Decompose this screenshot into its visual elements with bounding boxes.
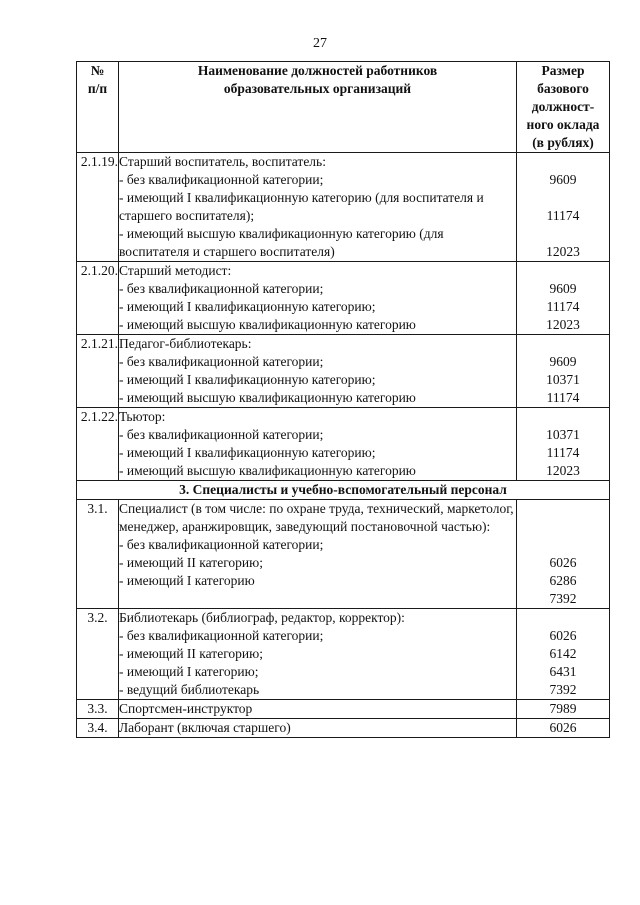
- row-values: [517, 700, 610, 719]
- header-salary-line: ного оклада: [526, 117, 600, 132]
- row-values: [517, 500, 610, 609]
- row-number: 2.1.20.: [77, 262, 119, 335]
- row-line: Библиотекарь (библиограф, редактор, корректор):: [119, 610, 405, 625]
- header-name-line: Наименование должностей работников: [197, 63, 438, 78]
- row-line: Спортсмен-инструктор: [119, 701, 253, 716]
- row-number: 3.3.: [77, 700, 119, 719]
- row-value: [517, 536, 609, 554]
- header-number-col: [77, 62, 119, 153]
- salary-table: [76, 61, 610, 738]
- row-number: 2.1.19.: [77, 153, 119, 262]
- row-value: 11174: [546, 299, 580, 314]
- row-line: - имеющий I категорию: [119, 573, 255, 588]
- table-row: [77, 719, 610, 738]
- row-value: 6142: [549, 646, 577, 661]
- row-value: 11174: [546, 208, 580, 223]
- header-number-line: п/п: [87, 81, 108, 96]
- row-number: 3.4.: [77, 719, 119, 738]
- row-value: 6026: [549, 555, 577, 570]
- row-line: - имеющий высшую квалификационную категорию (для воспитателя и старшего воспитателя): [119, 226, 444, 259]
- row-value: [517, 500, 609, 518]
- row-line: - без квалификационной категории;: [119, 354, 324, 369]
- row-value: 10371: [546, 372, 580, 387]
- row-line: - имеющий I квалификационную категорию;: [119, 445, 376, 460]
- header-name-line: образовательных организаций: [223, 81, 412, 96]
- row-line: Тьютор:: [119, 409, 166, 424]
- header-salary-line: (в рублях): [532, 135, 594, 150]
- table-row: [77, 262, 610, 335]
- header-salary-line: базового: [537, 81, 589, 96]
- row-value: 6026: [549, 720, 577, 735]
- row-value: 7392: [549, 591, 577, 606]
- row-values: [517, 153, 610, 262]
- header-salary-line: должност-: [531, 99, 595, 114]
- row-description: [119, 408, 517, 481]
- row-line: Педагог-библиотекарь:: [119, 336, 252, 351]
- row-line: Лаборант (включая старшего): [119, 720, 291, 735]
- header-salary-col: [517, 62, 610, 153]
- row-line: - имеющий I квалификационную категорию;: [119, 372, 376, 387]
- row-number: 3.1.: [77, 500, 119, 609]
- table-header-row: [77, 62, 610, 153]
- table-row: [77, 408, 610, 481]
- row-description: [119, 500, 517, 609]
- row-number: 3.2.: [77, 609, 119, 700]
- row-line: - имеющий I квалификационную категорию;: [119, 299, 376, 314]
- page-number: 27: [313, 36, 327, 51]
- row-description: [119, 609, 517, 700]
- row-value: [517, 262, 609, 280]
- row-line: - имеющий I категорию;: [119, 664, 259, 679]
- section-header-row: [77, 481, 610, 500]
- table-row: [77, 335, 610, 408]
- row-value: 7989: [549, 701, 577, 716]
- row-line: - имеющий высшую квалификационную категорию: [119, 317, 416, 332]
- row-values: [517, 335, 610, 408]
- row-value: [517, 335, 609, 353]
- row-values: [517, 719, 610, 738]
- row-line: - без квалификационной категории;: [119, 427, 324, 442]
- row-values: [517, 609, 610, 700]
- row-number: 2.1.21.: [77, 335, 119, 408]
- row-value: 7392: [549, 682, 577, 697]
- row-value: 12023: [546, 463, 580, 478]
- row-line: - имеющий II категорию;: [119, 555, 263, 570]
- row-description: [119, 153, 517, 262]
- table-row: [77, 609, 610, 700]
- row-line: - без квалификационной категории;: [119, 537, 324, 552]
- row-line: - без квалификационной категории;: [119, 172, 324, 187]
- row-value: 9609: [549, 281, 577, 296]
- row-value: [517, 153, 609, 171]
- row-values: [517, 408, 610, 481]
- row-value: [517, 609, 609, 627]
- table-row: [77, 700, 610, 719]
- header-salary-line: Размер: [541, 63, 585, 78]
- header-name-col: [119, 62, 517, 153]
- row-line: - без квалификационной категории;: [119, 281, 324, 296]
- table-row: [77, 153, 610, 262]
- row-number: 2.1.22.: [77, 408, 119, 481]
- row-description: [119, 335, 517, 408]
- row-line: - имеющий I квалификационную категорию (для воспитателя и старшего воспитателя);: [119, 190, 484, 223]
- row-line: - ведущий библиотекарь: [119, 682, 260, 697]
- row-line: Старший воспитатель, воспитатель:: [119, 154, 326, 169]
- row-line: Специалист (в том числе: по охране труда, технический, маркетолог, менеджер, аранжировщик, заведующий постановочной частью):: [119, 501, 514, 534]
- row-description: [119, 262, 517, 335]
- row-line: - имеющий высшую квалификационную категорию: [119, 390, 416, 405]
- section-title: 3. Специалисты и учебно-вспомогательный персонал: [77, 481, 610, 500]
- row-value: 10371: [546, 427, 580, 442]
- row-description: [119, 719, 517, 738]
- row-value: 9609: [549, 354, 577, 369]
- row-line: - имеющий высшую квалификационную категорию: [119, 463, 416, 478]
- row-value: [517, 408, 609, 426]
- table-row: [77, 500, 610, 609]
- header-number-line: №: [90, 63, 105, 78]
- row-value: 6431: [549, 664, 577, 679]
- row-value: 11174: [546, 445, 580, 460]
- row-value: [517, 225, 609, 243]
- row-value: 12023: [546, 317, 580, 332]
- row-value: 6286: [549, 573, 577, 588]
- row-value: [517, 189, 609, 207]
- row-value: 12023: [546, 244, 580, 259]
- row-value: 9609: [549, 172, 577, 187]
- row-value: 6026: [549, 628, 577, 643]
- row-line: Старший методист:: [119, 263, 232, 278]
- row-line: - без квалификационной категории;: [119, 628, 324, 643]
- row-value: 11174: [546, 390, 580, 405]
- row-line: - имеющий II категорию;: [119, 646, 263, 661]
- row-value: [517, 518, 609, 536]
- row-description: [119, 700, 517, 719]
- row-values: [517, 262, 610, 335]
